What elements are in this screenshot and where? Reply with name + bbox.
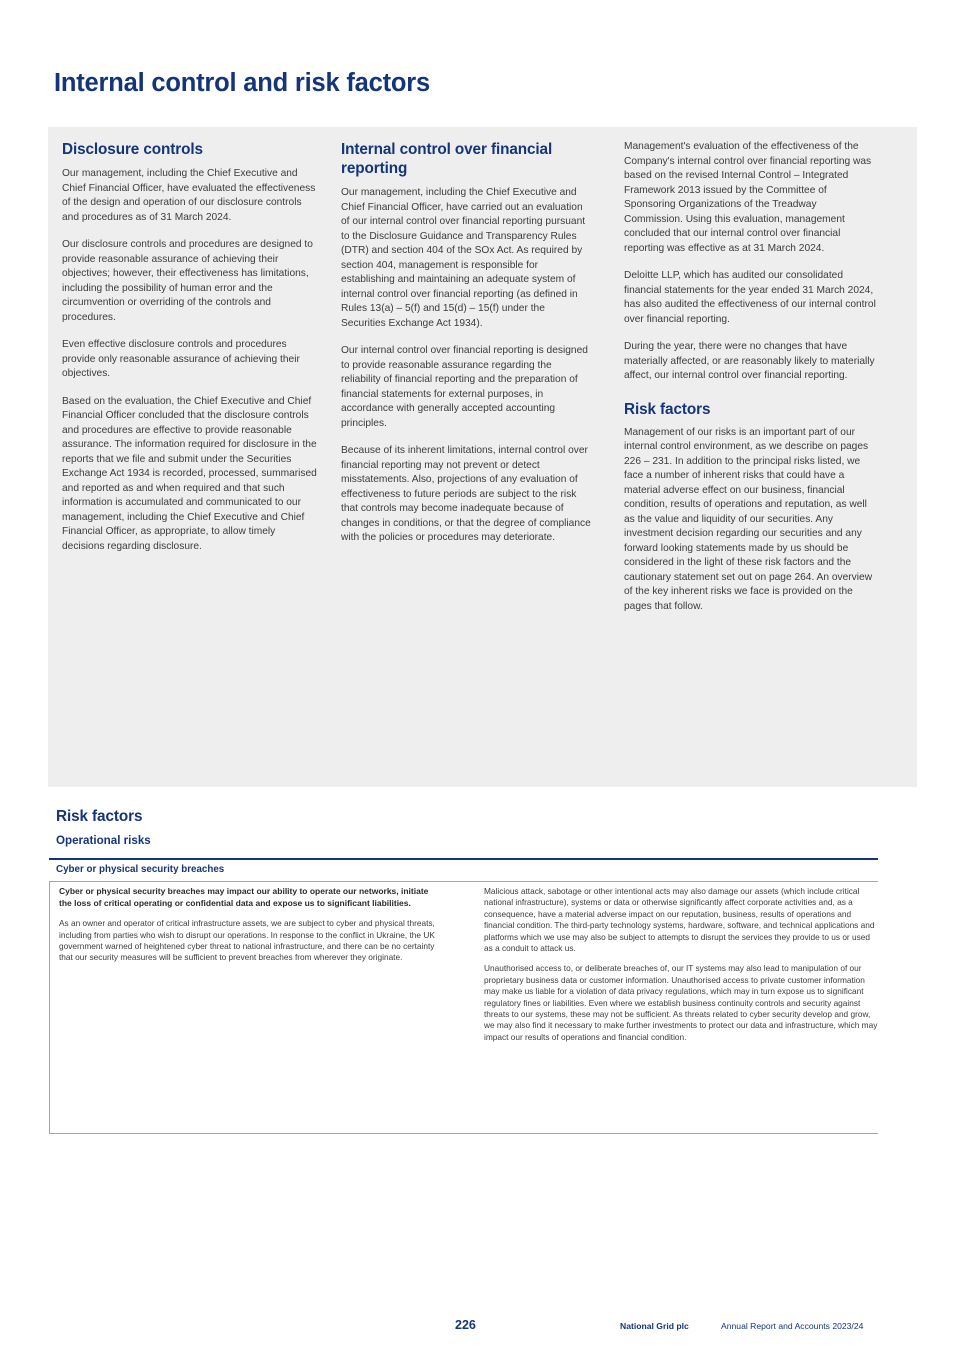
paragraph: Management's evaluation of the effectiveness of the Company's internal control over financial reporting was based on the revised Internal Control – Integrated Framework 2013 issued by the Committee of Sponsoring Organizations of the Treadway Commission. Using this evaluation, management concluded that our internal control over financial reporting was effective as at 31 March 2024.: [624, 141, 872, 254]
paragraph: During the year, there were no changes that have materially affected, or are reasonably likely to materially affect, our internal control over financial reporting.: [624, 341, 875, 381]
internal-control-column: [341, 140, 591, 546]
paragraph: Our internal control over financial reporting is designed to provide reasonable assurance regarding the reliability of financial reporting and the preparation of financial statements for external purposes, in accordance with generally accepted accounting principles.: [341, 345, 588, 429]
paragraph: Based on the evaluation, the Chief Executive and Chief Financial Officer concluded that the disclosure controls and procedures are effective to provide reasonable assurance. The information required for disclosure in the reports that we file and submit under the Securities Exchange Act 1934 is recorded, processed, summarised and reported as and when required and that such information is accumulated and communicated to our management, including the Chief Executive and Chief Financial Officer, as appropriate, to allow timely decisions regarding disclosure.: [62, 395, 317, 552]
disclosure-controls-column: [62, 140, 317, 554]
risk-row-title: Cyber or physical security breaches: [56, 864, 225, 875]
risk-factors-section-heading: Risk factors: [56, 808, 143, 825]
table-mid-rule: [49, 881, 878, 882]
page-number: 226: [455, 1318, 476, 1332]
disclosure-controls-heading: Disclosure controls: [62, 141, 203, 158]
paragraph: Deloitte LLP, which has audited our consolidated financial statements for the year ended 31 March 2024, has also audited the effectiveness of our internal control over financial reporting.: [624, 270, 876, 325]
table-bottom-rule: [49, 1133, 878, 1134]
risk-detail-right-column: [484, 886, 878, 1052]
operational-risks-subheading: Operational risks: [56, 834, 151, 847]
paragraph: Malicious attack, sabotage or other intentional acts may also damage our assets (which include critical national infrastructure), systems or data or otherwise significantly affect corporate activities and, as a consequence, have a material adverse impact on our reputation, business, results of operations and financial condition. The third-party technology systems, hardware, software, and technical applications and platforms which we use may also be subject to attempts to disrupt the services they provide to us or used as a conduit to attack us.: [484, 886, 875, 954]
footer-report-title: Annual Report and Accounts 2023/24: [721, 1321, 864, 1331]
paragraph: Unauthorised access to, or deliberate breaches of, our IT systems may also lead to manipulation of our proprietary business data or customer information. Unauthorised access to private customer information may make us liable for a violation of data privacy regulations, which may in turn expose us to significant regulatory fines or liabilities. Even where we establish business continuity controls and security against threats to our systems, these may not be sufficient. As threats related to cyber security develop and grow, we may also find it necessary to make further investments to protect our data and infrastructure, which may impact our results of operations and financial condition.: [484, 963, 878, 1042]
footer-brand: National Grid plc: [620, 1321, 689, 1331]
page-title: Internal control and risk factors: [54, 69, 430, 98]
table-left-rule: [49, 881, 50, 1133]
internal-control-heading: Internal control over financial reporting: [341, 141, 553, 177]
risk-lead-paragraph: Cyber or physical security breaches may impact our ability to operate our networks, initiate the loss of critical operating or confidential data and expose us to significant liabilities.: [59, 886, 429, 908]
paragraph: Even effective disclosure controls and procedures provide only reasonable assurance of achieving their objectives.: [62, 339, 300, 379]
paragraph: Our management, including the Chief Executive and Chief Financial Officer, have carried out an evaluation of our internal control over financial reporting pursuant to the Disclosure Guidance and Transparency Rules (DTR) and section 404 of the SOx Act. As required by section 404, management is responsible for establishing and maintaining an adequate system of internal control over financial reporting (as defined in Rules 13(a) – 5(f) and 15(d) – 15(f) under the Securities Exchange Act 1934).: [341, 187, 586, 329]
paragraph: Because of its inherent limitations, internal control over financial reporting may not prevent or detect misstatements. Also, projections of any evaluation of effectiveness to future periods are subject to the risk that controls may become inadequate because of changes in conditions, or that the degree of compliance with the policies or procedures may deteriorate.: [341, 445, 591, 543]
risk-factors-column: [624, 140, 877, 614]
paragraph: Our disclosure controls and procedures are designed to provide reasonable assurance of achieving their objectives; however, their effectiveness has limitations, including the possibility of human error and the circumvention or overriding of the controls and procedures.: [62, 239, 313, 323]
paragraph: Our management, including the Chief Executive and Chief Financial Officer, have evaluated the effectiveness of the design and operation of our disclosure controls and procedures as of 31 March 2024.: [62, 168, 316, 223]
risk-factors-heading: Risk factors: [624, 400, 711, 418]
risk-detail-left-column: [59, 886, 441, 973]
paragraph: As an owner and operator of critical infrastructure assets, we are subject to cyber and physical threats, including from parties who wish to disrupt our operations. In response to the conflict in Ukraine, the UK government warned of heightened cyber threat to national infrastructure, and there can be no certainty that our security measures will be sufficient to prevent breaches from wherever they originate.: [59, 918, 435, 963]
table-top-rule: [49, 858, 878, 860]
paragraph: Management of our risks is an important part of our internal control environment, as we describe on pages 226 – 231. In addition to the principal risks listed, we face a number of inherent risks that could have a material adverse effect on our business, financial condition, results of operations and reputation, as well as the value and liquidity of our securities. Any investment decision regarding our securities and any forward looking statements made by us should be considered in the light of these risk factors and the cautionary statement set out on page 264. An overview of the key inherent risks we face is provided on the pages that follow.: [624, 426, 873, 612]
